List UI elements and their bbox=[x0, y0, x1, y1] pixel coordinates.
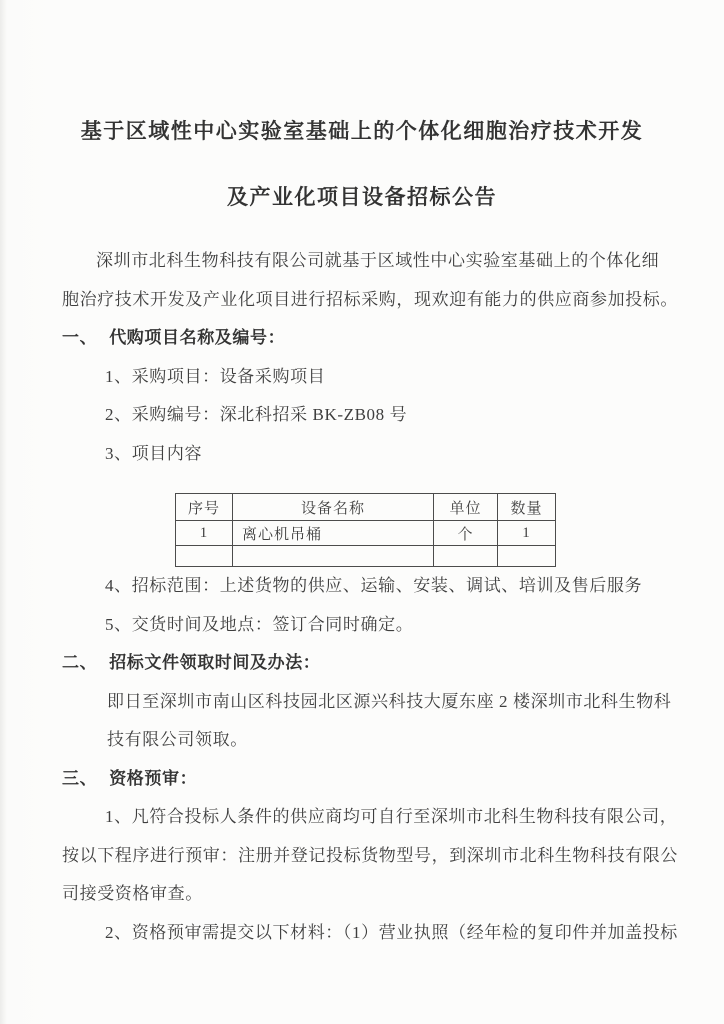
column-header-device-name: 设备名称 bbox=[233, 494, 434, 521]
document-content bbox=[0, 98, 724, 952]
section-1-number: 一、 bbox=[62, 328, 98, 347]
equipment-table-row-2-empty bbox=[176, 546, 556, 567]
section-1-item-2: 2、采购编号：深北科招采 BK-ZB08 号 bbox=[105, 405, 408, 424]
cell-seq: 1 bbox=[176, 521, 233, 546]
section-3-item-1-line-2: 按以下程序进行预审：注册并登记投标货物型号，到深圳市北科生物科技有限公 bbox=[62, 845, 678, 865]
section-3-item-2-line-1: 2、资格预审需提交以下材料：（1）营业执照（经年检的复印件并加盖投标 bbox=[105, 922, 678, 942]
section-1-item-5: 5、交货时间及地点：签订合同时确定。 bbox=[105, 614, 414, 634]
section-2-body-line-1: 即日至深圳市南山区科技园北区源兴科技大厦东座 2 楼深圳市北科生物科 bbox=[107, 691, 672, 711]
section-3-number: 三、 bbox=[62, 768, 98, 788]
section-1-item-4: 4、招标范围：上述货物的供应、运输、安装、调试、培训及售后服务 bbox=[105, 576, 643, 595]
cell-device-name bbox=[233, 546, 434, 567]
cell-seq bbox=[176, 546, 233, 567]
document-body bbox=[62, 242, 678, 952]
intro-paragraph-line-2: 胞治疗技术开发及产业化项目进行招标采购，现欢迎有能力的供应商参加投标。 bbox=[62, 289, 678, 309]
equipment-table-header-row bbox=[176, 494, 556, 521]
column-header-unit: 单位 bbox=[434, 494, 498, 521]
equipment-table bbox=[175, 493, 556, 567]
section-3-item-1-line-3: 司接受资格审查。 bbox=[62, 884, 203, 903]
section-1-item-1: 1、采购项目：设备采购项目 bbox=[105, 366, 326, 386]
section-1-item-3: 3、项目内容 bbox=[105, 443, 203, 463]
section-2-number: 二、 bbox=[62, 653, 98, 672]
cell-quantity bbox=[498, 546, 556, 567]
cell-quantity: 1 bbox=[498, 521, 556, 546]
document-title-line-1: 基于区域性中心实验室基础上的个体化细胞治疗技术开发 bbox=[80, 119, 644, 143]
section-3-item-1-line-1: 1、凡符合投标人条件的供应商均可自行至深圳市北科生物科技有限公司， bbox=[105, 807, 678, 826]
cell-unit bbox=[434, 546, 498, 567]
section-1-heading bbox=[62, 319, 662, 358]
cell-unit: 个 bbox=[434, 521, 498, 546]
equipment-table-row-1 bbox=[176, 521, 556, 546]
document-title-line-2: 及产业化项目设备招标公告 bbox=[227, 185, 497, 209]
section-2-body-line-2: 技有限公司领取。 bbox=[107, 730, 248, 749]
section-3-heading bbox=[62, 760, 662, 799]
section-3-heading-text: 资格预审： bbox=[109, 768, 198, 788]
column-header-seq: 序号 bbox=[176, 494, 233, 521]
intro-paragraph-line-1: 深圳市北科生物科技有限公司就基于区域性中心实验室基础上的个体化细 bbox=[96, 251, 660, 270]
cell-device-name: 离心机吊桶 bbox=[233, 521, 434, 546]
section-2-heading bbox=[62, 644, 662, 683]
section-2-heading-text: 招标文件领取时间及办法： bbox=[109, 653, 321, 672]
section-1-heading-text: 代购项目名称及编号： bbox=[109, 328, 286, 347]
column-header-quantity: 数量 bbox=[498, 494, 556, 521]
document-title bbox=[62, 98, 662, 230]
